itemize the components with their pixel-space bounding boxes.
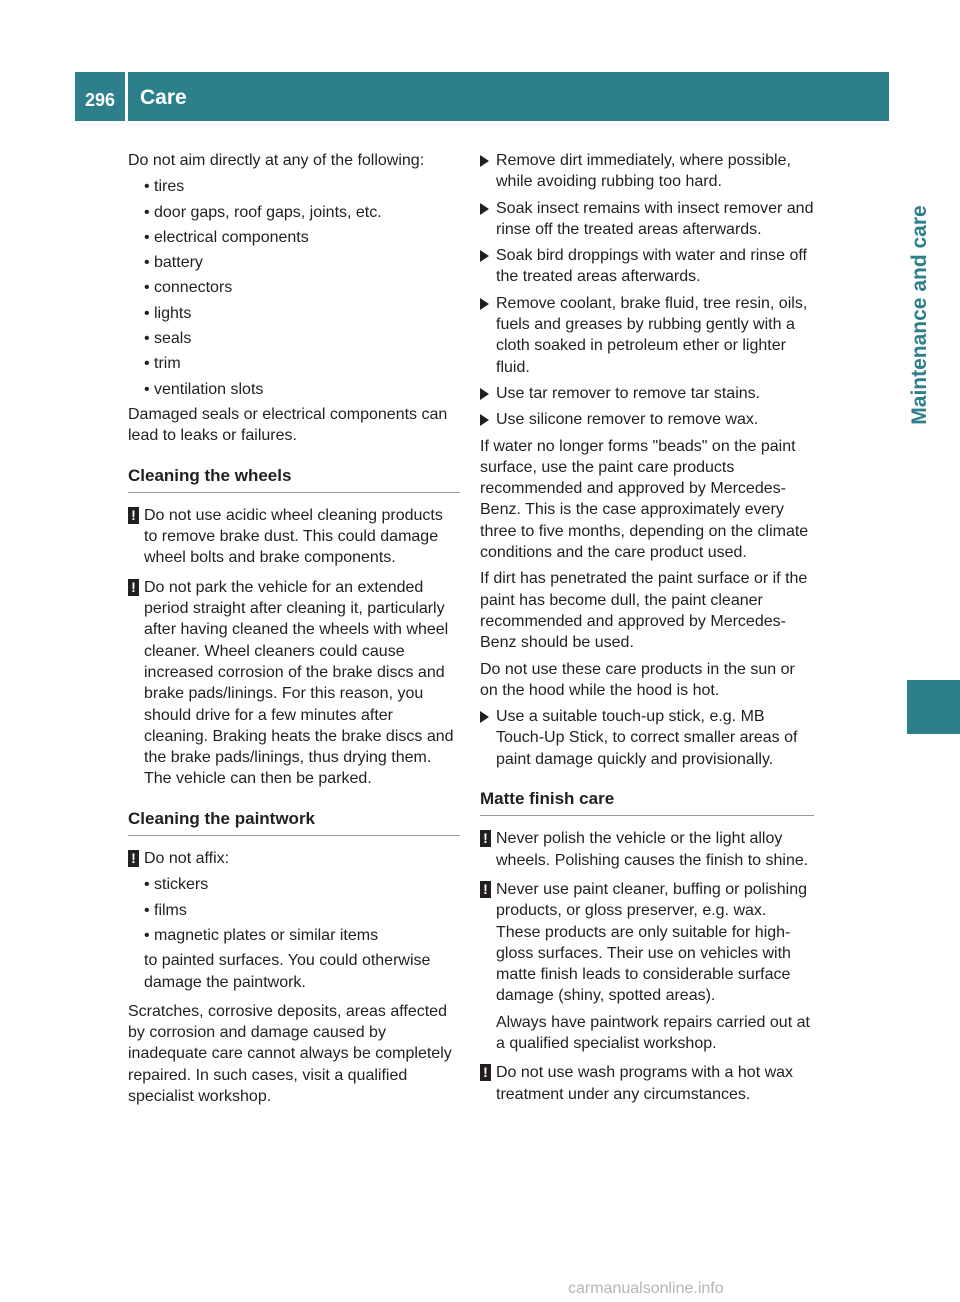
instruction-step: Soak insect remains with insect remover and rinse off the treated areas afterwards. [480,198,814,241]
step-arrow-icon [480,298,489,310]
warning-icon: ! [480,830,491,847]
step-arrow-icon [480,155,489,167]
step-arrow-icon [480,711,489,723]
section-heading-matte: Matte finish care [480,788,814,816]
list-item: • seals [144,330,192,348]
section-heading-paintwork: Cleaning the paintwork [128,808,460,836]
warning-note: ! Do not use wash programs with a hot wax treatment under any circumstances. [480,1062,814,1105]
list-item: • films [144,901,187,919]
page-number: 296 [84,90,116,110]
list-item: • tires [144,178,185,196]
step-arrow-icon [480,203,489,215]
list-item: • ventilation slots [144,380,264,398]
intro-after: Damaged seals or electrical components can lead to leaks or failures. [128,405,448,445]
list-item: • connectors [144,279,233,297]
warning-icon: ! [128,579,139,596]
list-item: • battery [144,254,203,272]
instruction-step: Soak bird droppings with water and rinse off the treated areas afterwards. [480,245,814,288]
list-item: • electrical components [144,228,309,246]
list-item: • door gaps, roof gaps, joints, etc. [144,203,382,221]
step-arrow-icon [480,250,489,262]
step-arrow-icon [480,388,489,400]
warning-note: ! Do not park the vehicle for an extended period straight after cleaning it, particularly after having cleaned the wheels with wheel cleaner. Wheel cleaners could cause increased corrosion of the brake discs and brake pads/linings. For this reason, you should drive for a few minutes after cleaning. Braking heats the brake discs and the brake pads/linings, thus drying them. The vehicle can then be parked. [128,577,460,790]
left-column [128,150,460,1112]
warning-note: ! Never polish the vehicle or the light alloy wheels. Polishing causes the finish to shine. [480,828,814,871]
header-bar [75,72,889,121]
paint-cleaner-paragraph: If dirt has penetrated the paint surface or if the paint has become dull, the paint cleaner recommended and approved by Mercedes-Benz should be used. [480,570,808,652]
paint-care-paragraph: If water no longer forms "beads" on the paint surface, use the paint care products recommended and approved by Mercedes-Benz. This is the case approximately every three to five months, depending on the climate conditions and the care product used. [480,437,809,562]
section-heading-wheels: Cleaning the wheels [128,465,460,493]
sun-warning-paragraph: Do not use these care products in the sun or on the hood while the hood is hot. [480,660,795,699]
right-column [480,150,814,1113]
instruction-step: Remove coolant, brake fluid, tree resin, oils, fuels and greases by rubbing gently with a cloth soaked in petroleum ether or lighter fluid. [480,293,814,378]
paint-paragraph: Scratches, corrosive deposits, areas affected by corrosion and damage caused by inadequate care cannot always be completely repaired. In such cases, visit a qualified specialist workshop. [128,1002,452,1105]
list-item: • trim [144,355,181,373]
instruction-step: Use silicone remover to remove wax. [480,409,814,430]
list-item: • stickers [144,876,209,894]
warning-icon: ! [480,881,491,898]
warning-icon: ! [128,850,139,867]
instruction-step: Use a suitable touch-up stick, e.g. MB Touch-Up Stick, to correct smaller areas of paint damage quickly and provisionally. [480,706,814,770]
intro-list [128,176,460,400]
side-tab-label: Maintenance and care [908,205,931,425]
warning-icon: ! [480,1064,491,1081]
warning-note: ! Do not use acidic wheel cleaning products to remove brake dust. This could damage wheel bolts and brake components. [128,505,460,569]
header-divider [125,72,128,121]
warning-note: ! Never use paint cleaner, buffing or polishing products, or gloss preserver, e.g. wax. These products are only suitable for high-gloss surfaces. Their use on vehicles with matte finish leads to considerable surface damage (shiny, spotted areas). Always have paintwork repairs carried out at a qualified specialist workshop. [480,879,814,1054]
list-item: • lights [144,304,192,322]
watermark: carmanualsonline.info [568,1280,724,1297]
step-arrow-icon [480,414,489,426]
list-item: • magnetic plates or similar items [144,926,379,944]
section-marker [907,680,960,734]
warning-note: ! Do not affix: • stickers • films • magnetic plates or similar items to painted surfaces. You could otherwise damage the paintwork. [128,848,460,993]
instruction-step: Remove dirt immediately, where possible, while avoiding rubbing too hard. [480,150,814,193]
intro-text: Do not aim directly at any of the following: [128,152,425,169]
page-title: Care [140,86,187,109]
instruction-step: Use tar remover to remove tar stains. [480,383,814,404]
warning-icon: ! [128,507,139,524]
